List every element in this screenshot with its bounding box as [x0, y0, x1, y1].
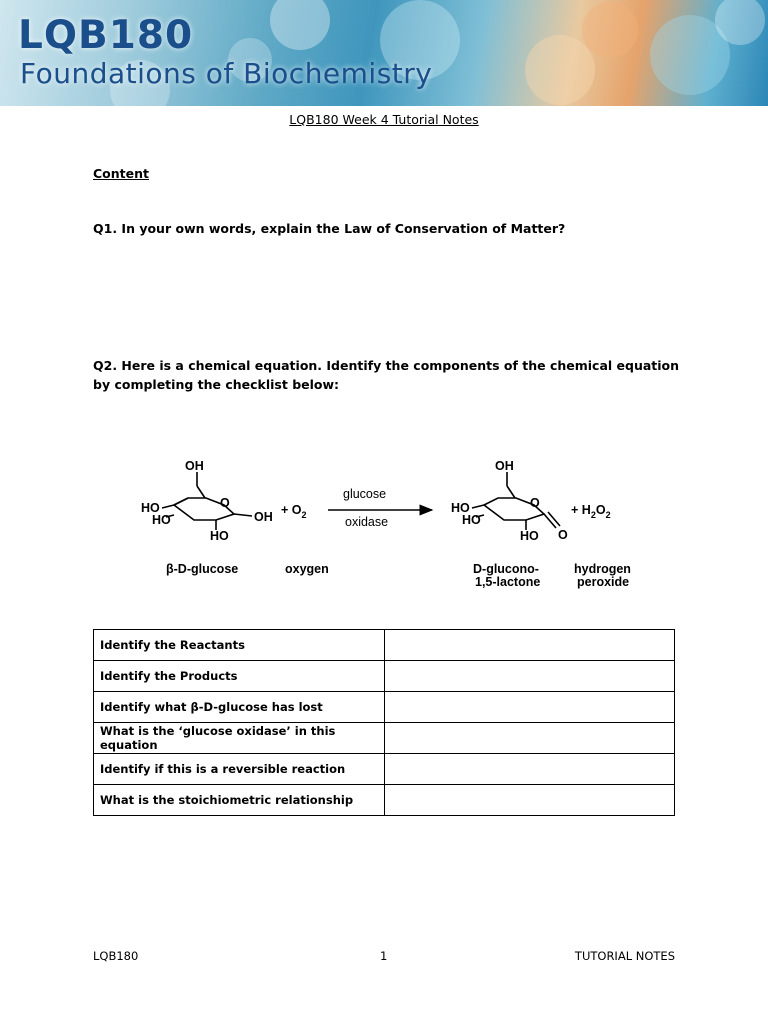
- checklist-question: What is the stoichiometric relationship: [94, 785, 385, 816]
- footer-course-code: LQB180: [93, 949, 139, 963]
- lactone-oh-top: OH: [495, 459, 514, 473]
- content-heading: Content: [93, 166, 149, 181]
- caption-product-1a: D-glucono-: [473, 562, 539, 576]
- glucose-oh-top: OH: [185, 459, 204, 473]
- plus-hydrogen-peroxide: + $H_2O_2$: [571, 503, 611, 520]
- reaction-diagram: [130, 448, 650, 598]
- glucose-ring-o: O: [220, 496, 230, 510]
- glucose-structure: [162, 472, 252, 530]
- header-banner: [0, 0, 768, 106]
- document-title: LQB180 Week 4 Tutorial Notes: [289, 112, 479, 127]
- lactone-ring-o: O: [530, 496, 540, 510]
- checklist-question: Identify if this is a reversible reaction: [94, 754, 385, 785]
- glucose-ho-bottom: HO: [210, 529, 229, 543]
- table-row: [94, 785, 675, 816]
- checklist-answer-cell[interactable]: [385, 692, 675, 723]
- checklist-answer-cell[interactable]: [385, 723, 675, 754]
- caption-product-2b: peroxide: [577, 575, 630, 589]
- checklist-answer-cell[interactable]: [385, 754, 675, 785]
- enzyme-label-2: oxidase: [345, 515, 389, 529]
- course-code-logo: LQB180: [18, 13, 194, 58]
- lactone-ho-2: HO: [462, 513, 481, 527]
- caption-product-2a: hydrogen: [574, 562, 631, 576]
- checklist-answer-cell[interactable]: [385, 661, 675, 692]
- glucose-ho-2: HO: [152, 513, 171, 527]
- caption-product-1b: 1,5-lactone: [475, 575, 541, 589]
- table-row: [94, 692, 675, 723]
- checklist-question: Identify the Products: [94, 661, 385, 692]
- course-name-logo: Foundations of Biochemistry: [20, 57, 433, 90]
- checklist-question: Identify what β-D-glucose has lost: [94, 692, 385, 723]
- enzyme-label-1: glucose: [343, 487, 387, 501]
- lactone-carbonyl-o: O: [558, 528, 568, 542]
- footer-page-number: 1: [380, 949, 388, 963]
- table-row: [94, 723, 675, 754]
- checklist-question: Identify the Reactants: [94, 630, 385, 661]
- lactone-ho-bottom: HO: [520, 529, 539, 543]
- glucose-oh-right: OH: [254, 510, 273, 524]
- checklist-answer-cell[interactable]: [385, 785, 675, 816]
- caption-beta-d-glucose: β-D-glucose: [166, 562, 239, 576]
- table-row: [94, 630, 675, 661]
- caption-oxygen: oxygen: [285, 562, 329, 576]
- table-row: [94, 754, 675, 785]
- footer-label: TUTORIAL NOTES: [574, 949, 675, 963]
- plus-oxygen: + $O_2$: [281, 503, 307, 520]
- checklist-table: [93, 629, 675, 816]
- table-row: [94, 661, 675, 692]
- checklist-answer-cell[interactable]: [385, 630, 675, 661]
- lactone-ho-1: HO: [451, 501, 470, 515]
- checklist-question: What is the ‘glucose oxidase’ in this equation: [94, 723, 385, 754]
- glucose-ho-1: HO: [141, 501, 160, 515]
- lactone-structure: [472, 472, 560, 530]
- question-2: Q2. Here is a chemical equation. Identify the components of the chemical equation by completing the checklist below:: [93, 358, 680, 392]
- question-1: Q1. In your own words, explain the Law of Conservation of Matter?: [93, 221, 566, 236]
